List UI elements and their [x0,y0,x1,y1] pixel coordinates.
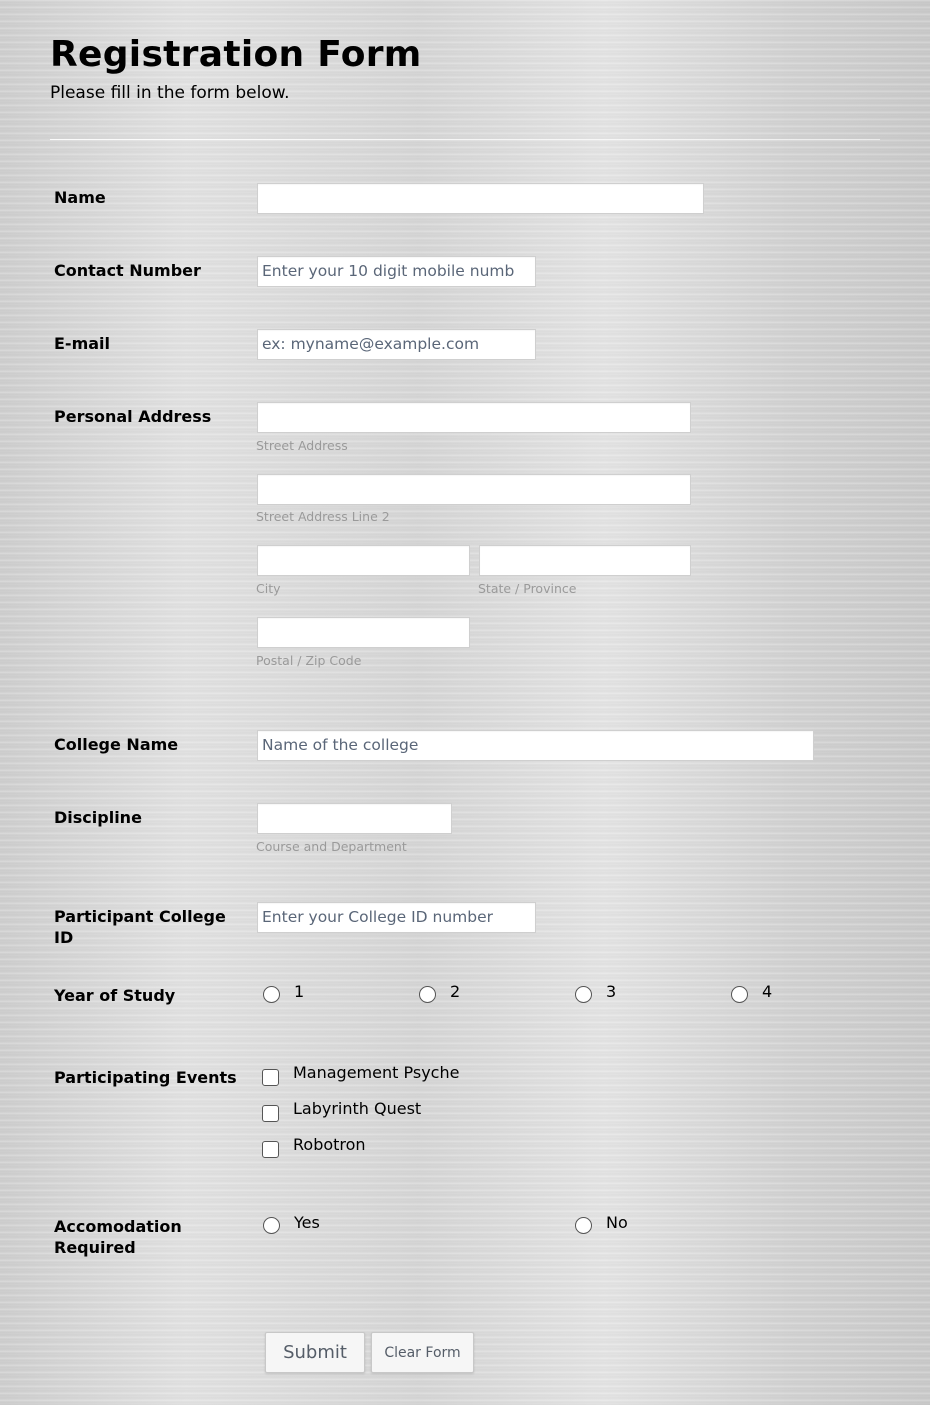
accommodation-yes-radio[interactable] [263,1217,280,1234]
postal-zip-input[interactable] [257,617,470,648]
clear-form-button[interactable]: Clear Form [371,1332,474,1373]
event-labyrinth-quest-checkbox[interactable] [262,1105,279,1122]
year-1-radio[interactable] [263,986,280,1003]
email-label: E-mail [54,334,111,353]
year-2-label: 2 [450,982,461,1001]
year-2-radio[interactable] [419,986,436,1003]
name-label: Name [54,188,106,207]
street-address-line2-sublabel: Street Address Line 2 [256,509,390,524]
street-address-sublabel: Street Address [256,438,348,453]
email-input[interactable]: ex: myname@example.com [257,329,536,360]
event-management-psyche-label: Management Psyche [293,1063,460,1082]
header-divider [50,139,880,140]
personal-address-label: Personal Address [54,407,212,426]
event-robotron-checkbox[interactable] [262,1141,279,1158]
participating-events-label: Participating Events [54,1068,237,1087]
year-3-label: 3 [606,982,617,1001]
discipline-input[interactable] [257,803,452,834]
street-address-line2-input[interactable] [257,474,691,505]
state-province-input[interactable] [479,545,691,576]
page-title: Registration Form [50,34,422,75]
year-3-radio[interactable] [575,986,592,1003]
year-4-radio[interactable] [731,986,748,1003]
event-management-psyche-checkbox[interactable] [262,1069,279,1086]
accommodation-yes-label: Yes [294,1213,320,1232]
name-input[interactable] [257,183,704,214]
contact-number-input[interactable]: Enter your 10 digit mobile numb [257,256,536,287]
accommodation-label: Accomodation Required [54,1217,182,1257]
submit-button[interactable]: Submit [265,1332,365,1373]
page-subtitle: Please fill in the form below. [50,83,290,103]
college-name-input[interactable]: Name of the college [257,730,814,761]
event-robotron-label: Robotron [293,1135,366,1154]
event-labyrinth-quest-label: Labyrinth Quest [293,1099,422,1118]
accommodation-no-radio[interactable] [575,1217,592,1234]
discipline-label: Discipline [54,808,142,827]
college-name-label: College Name [54,735,179,754]
year-1-label: 1 [294,982,305,1001]
postal-zip-sublabel: Postal / Zip Code [256,653,362,668]
year-of-study-label: Year of Study [54,986,176,1005]
contact-number-label: Contact Number [54,261,201,280]
accommodation-no-label: No [606,1213,628,1232]
street-address-input[interactable] [257,402,691,433]
city-sublabel: City [256,581,281,596]
state-province-sublabel: State / Province [478,581,577,596]
city-input[interactable] [257,545,470,576]
college-id-input[interactable]: Enter your College ID number [257,902,536,933]
college-id-label: Participant College ID [54,907,226,947]
year-4-label: 4 [762,982,773,1001]
discipline-sublabel: Course and Department [256,839,407,854]
